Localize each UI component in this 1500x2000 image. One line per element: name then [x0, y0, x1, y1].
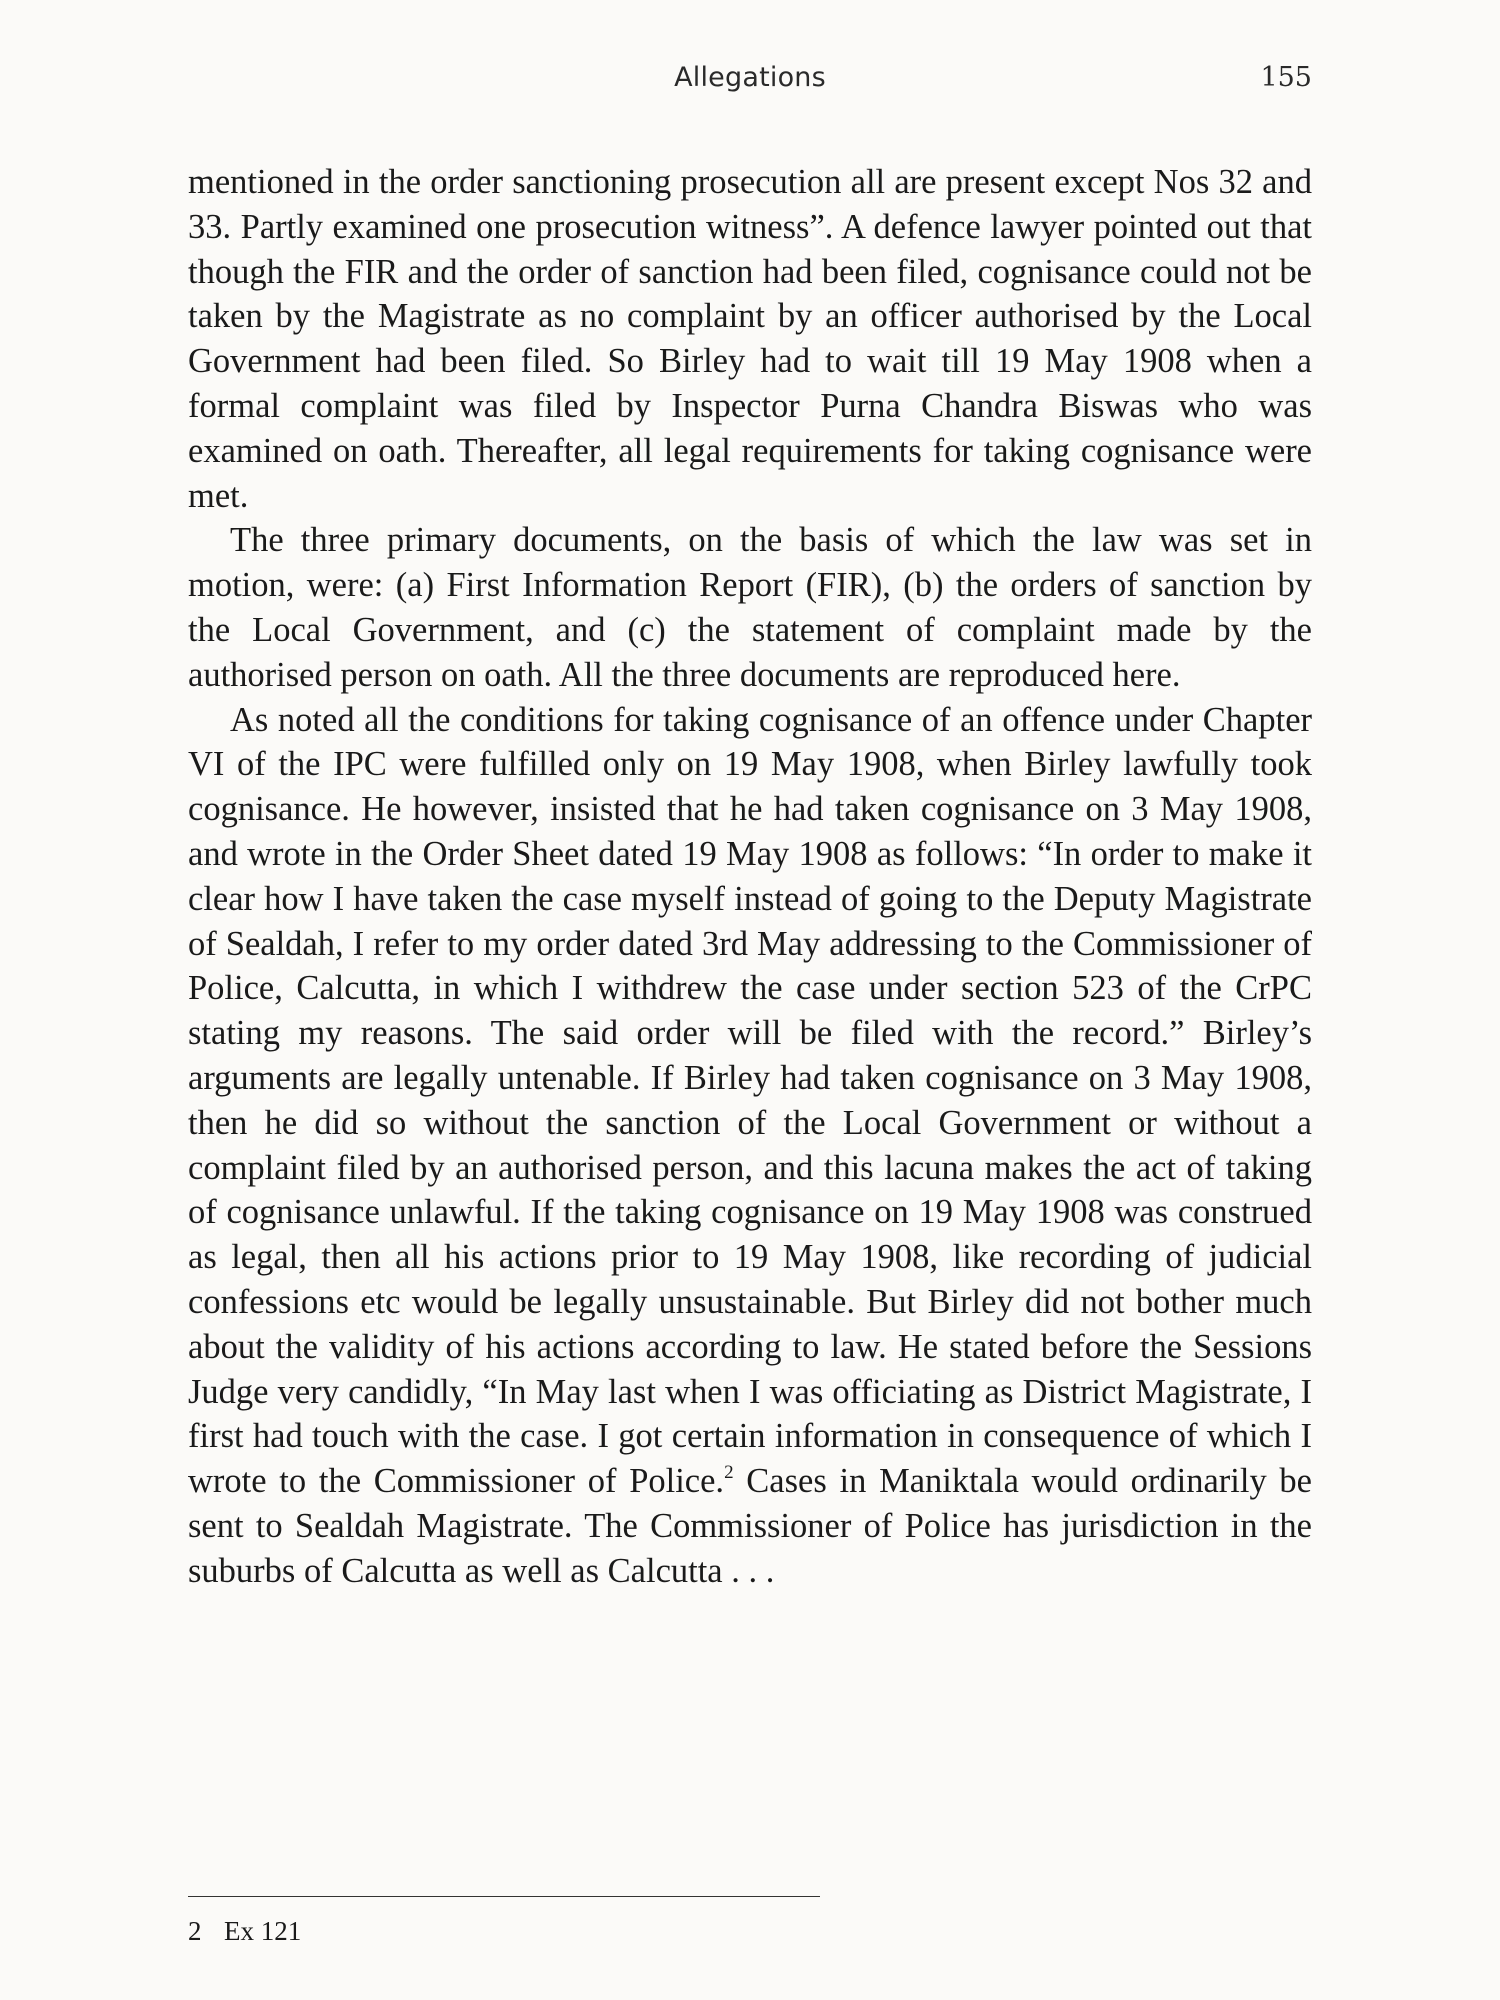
footnote: [188, 1916, 301, 1947]
paragraph-cognisance: [188, 698, 1312, 1594]
running-head: [0, 62, 1500, 102]
paragraph-cognisance-text-continued: Cases in Maniktala would ordinarily be sent to Sealdah Magistrate. The Commissioner of Police has jurisdiction in the suburbs of Calcutta as well as Calcutta . . .: [188, 1462, 1312, 1590]
footnote-reference: 2: [724, 1461, 734, 1483]
running-title: Allegations: [674, 62, 826, 93]
paragraph-primary-documents: The three primary documents, on the basis of which the law was set in motion, were: (a) First Information Report (FIR), (b) the orders of sanction by the Local Government, and (c) the statement of complaint made by the authorised person on oath. All the three documents are reproduced here.: [188, 521, 1312, 694]
paragraph-cognisance-text: As noted all the conditions for taking cognisance of an offence under Chapter VI of the IPC were fulfilled only on 19 May 1908, when Birley lawfully took cognisance. He however, insisted that he had taken cognisance on 3 May 1908, and wrote in the Order Sheet dated 19 May 1908 as follows: “In order to make it clear how I have taken the case myself instead of going to the Deputy Magistrate of Sealdah, I refer to my order dated 3rd May addressing to the Commissioner of Police, Calcutta, in which I withdrew the case under section 523 of the CrPC stating my reasons. The said order will be filed with the record.” Birley’s arguments are legally untenable. If Birley had taken cognisance on 3 May 1908, then he did so without the sanction of the Local Government or without a complaint filed by an authorised person, and this lacuna makes the act of taking of cognisance unlawful. If the taking cognisance on 19 May 1908 was construed as legal, then all his actions prior to 19 May 1908, like recording of judicial confessions etc would be legally unsustainable. But Birley did not bother much about the validity of his actions according to law. He stated before the Sessions Judge very candidly, “In May last when I was officiating as District Magistrate, I first had touch with the case. I got certain information in consequence of which I wrote to the Commissioner of Police.: [188, 700, 1312, 1501]
paragraph-continued: mentioned in the order sanctioning prosecution all are present except Nos 32 and 33. Partly examined one prosecution witness”. A defence lawyer pointed out that though the FIR and the order of sanction had been filed, cognisance could not be taken by the Magistrate as no complaint by an officer authorised by the Local Government had been filed. So Birley had to wait till 19 May 1908 when a formal complaint was filed by Inspector Purna Chandra Biswas who was examined on oath. Thereafter, all legal requirements for taking cognisance were met.: [188, 163, 1312, 515]
footnote-divider: [188, 1896, 820, 1897]
page-number: 155: [1260, 62, 1312, 93]
body-text: [188, 160, 1312, 1594]
footnote-number: 2: [188, 1916, 202, 1946]
footnote-text: Ex 121: [224, 1916, 302, 1946]
